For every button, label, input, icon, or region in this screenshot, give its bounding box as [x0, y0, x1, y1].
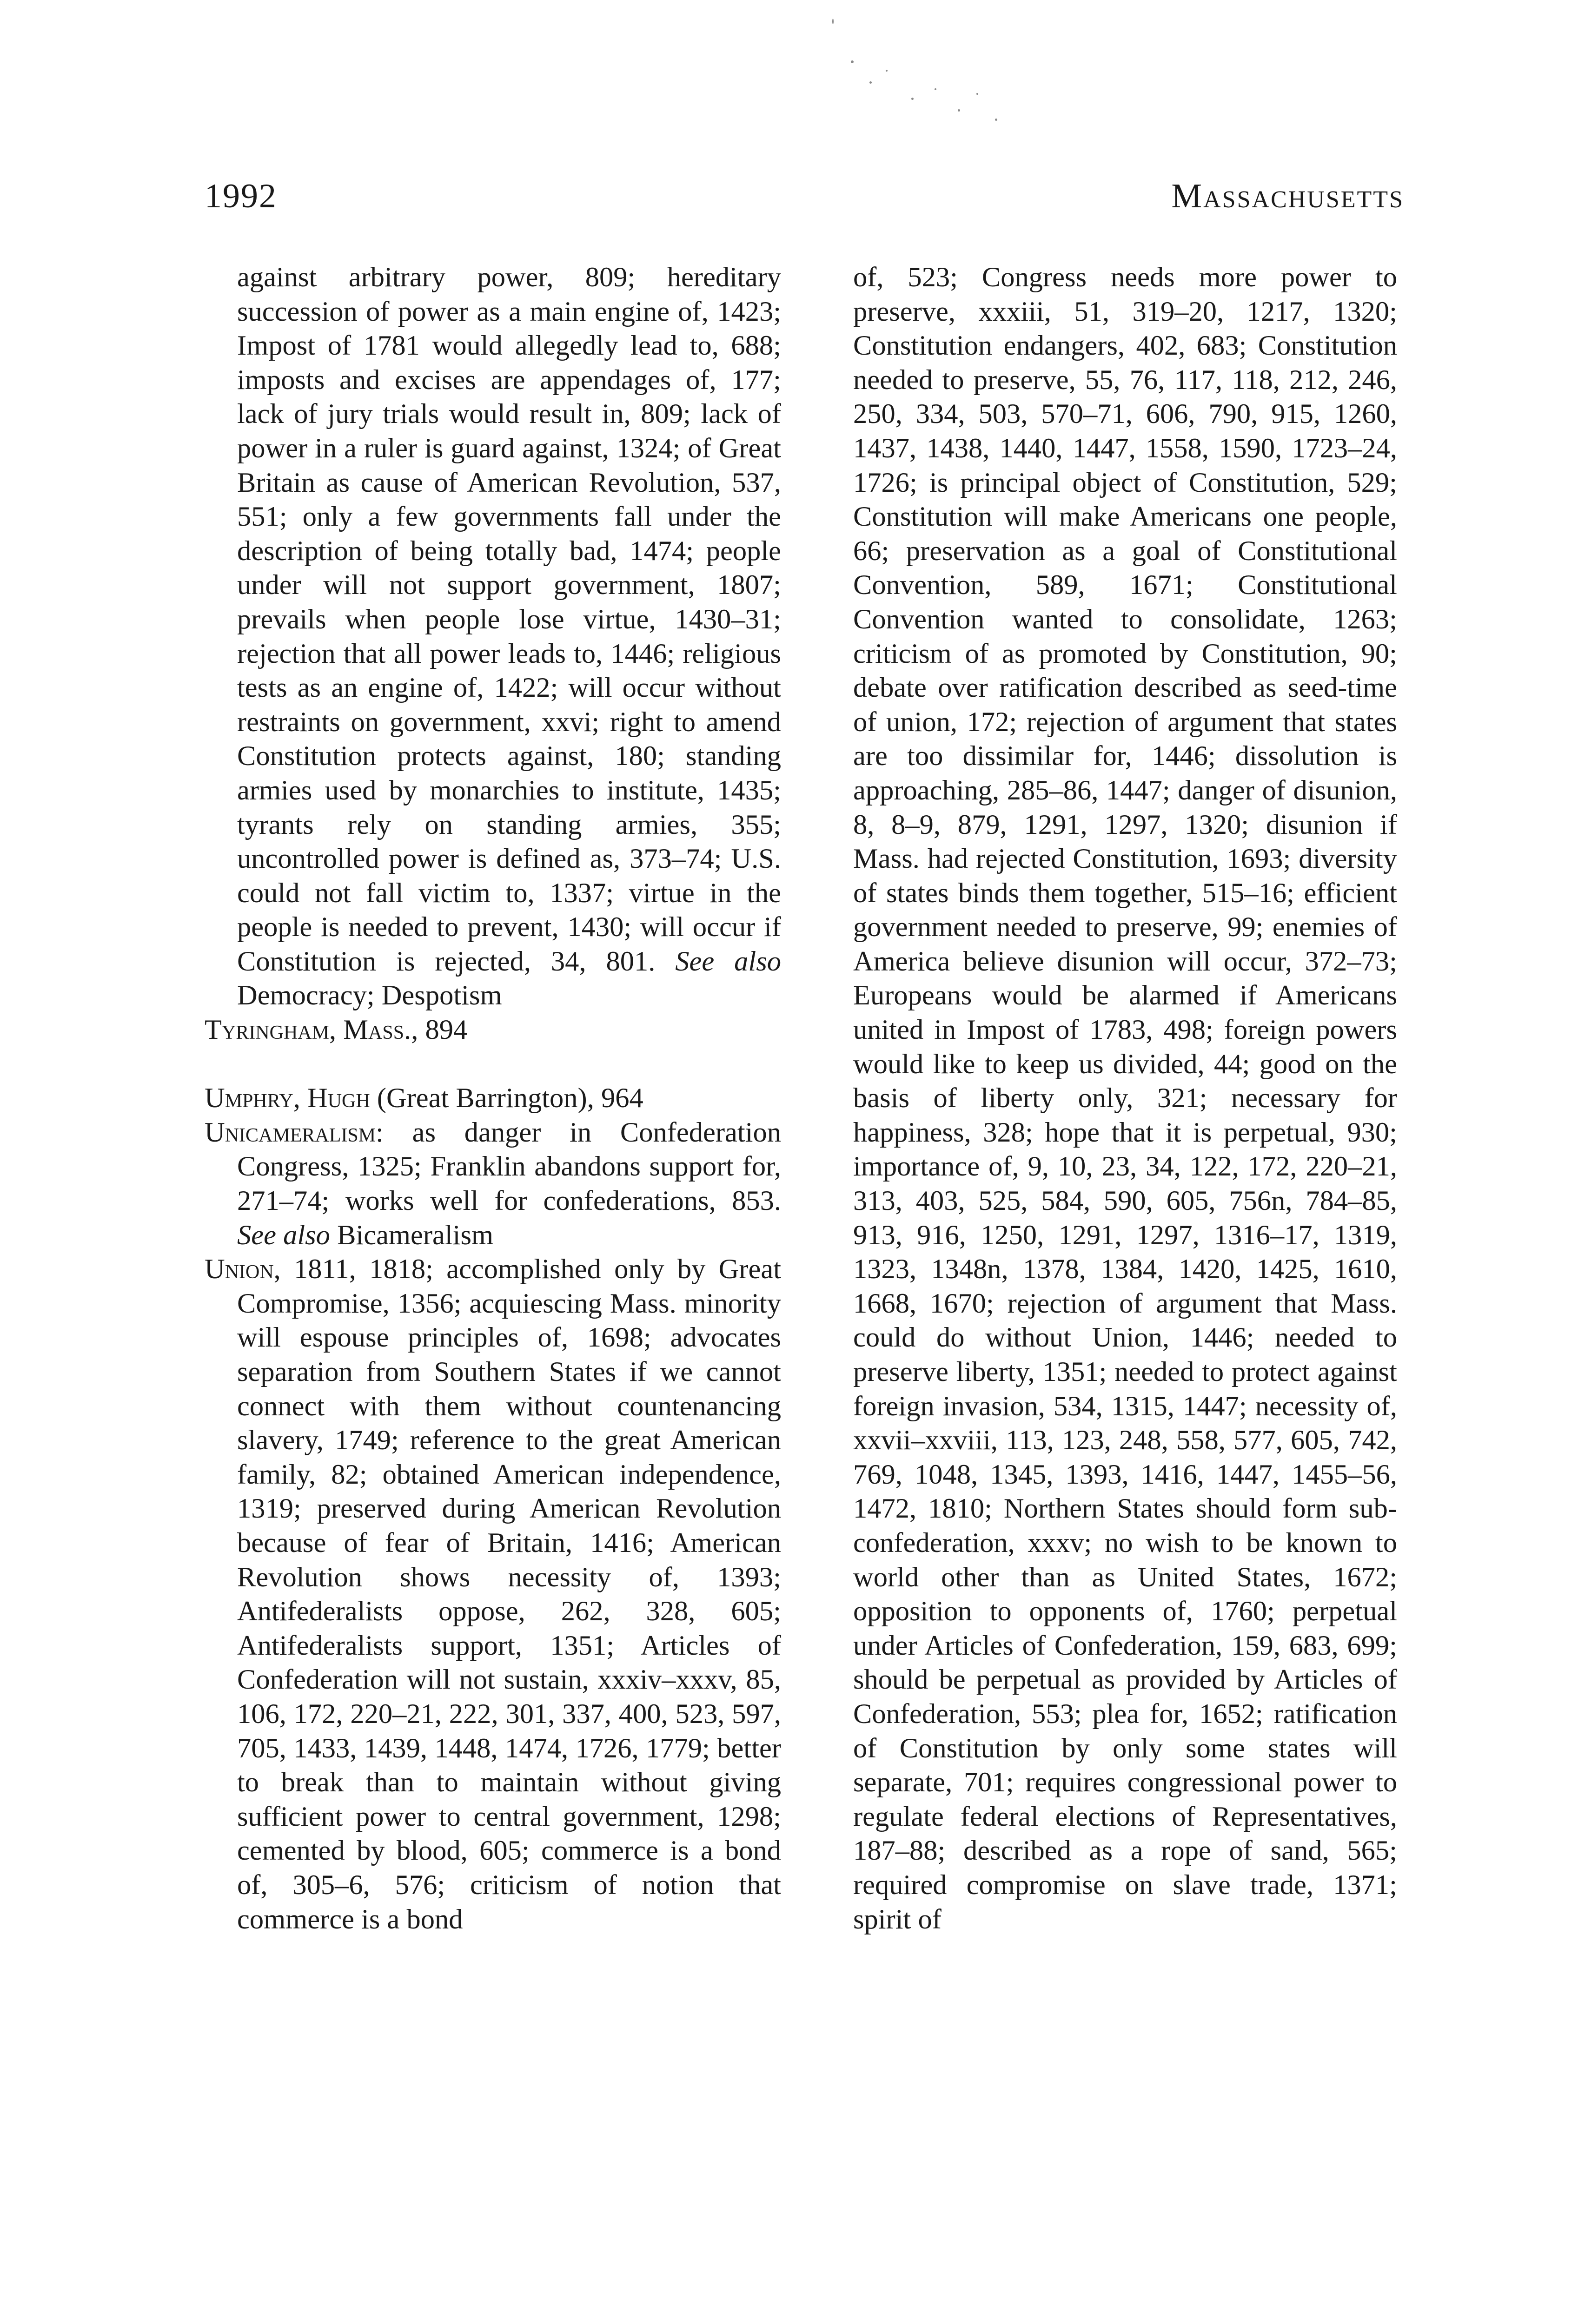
index-entry — [205, 1116, 781, 1252]
scan-speck — [851, 60, 854, 63]
entry-heading: Union — [205, 1254, 274, 1285]
entry-text: , 894 — [411, 1014, 468, 1046]
entry-heading: Unicameralism — [205, 1116, 376, 1148]
see-also-text: Democracy; Despotism — [237, 980, 502, 1011]
scan-speck — [935, 88, 936, 90]
index-entry — [205, 1013, 781, 1047]
scan-speck — [958, 109, 960, 112]
entry-text: against arbitrary power, 809; hereditary succession of power as a main engine of, 1423; Impost of 1781 would allegedly lead to, 688; imposts and excises are appendages of, 177; lack of jury trials would result in, 809; lack of power in a ruler is guard against, 1324; of Great Britain as cause of American Revolution, 537, 551; only a few governments fall under the description of being totally bad, 1474; people under will not support government, 1807; prevails when people lose virtue, 1430–31; rejection that all power leads to, 1446; religious tests as an engine of, 1422; will occur without restraints on government, xxvi; right to amend Constitution protects against, 180; standing armies used by monarchies to institute, 1435; tyrants rely on standing armies, 355; uncontrolled power is defined as, 373–74; U.S. could not fall victim to, 1337; virtue in the people is needed to prevent, 1430; will occur if Constitution is rejected, 34, 801. — [237, 262, 781, 977]
scan-speck — [911, 98, 914, 100]
entry-heading: Tyringham, Mass. — [205, 1014, 411, 1046]
scan-speck — [995, 119, 997, 121]
entry-text: , 1811, 1818; accomplished only by Great Compromise, 1356; acquiescing Mass. minority will espouse principles of, 1698; advocates separation from Southern States if we cannot connect with them without countenancing slavery, 1749; reference to the great American family, 82; obtained American independence, 1319; preserved during American Revolution because of fear of Britain, 1416; American Revolution shows necessity of, 1393; Antifederalists oppose, 262, 328, 605; Antifederalists support, 1351; Articles of Confederation will not sustain, xxxiv–xxxv, 85, 106, 172, 220–21, 222, 301, 337, 400, 523, 597, 705, 1433, 1439, 1448, 1474, 1726, 1779; better to break than to maintain without giving sufficient power to central government, 1298; cemented by blood, 605; commerce is a bond of, 305–6, 576; criticism of notion that commerce is a bond — [237, 1254, 781, 1935]
entry-text: (Great Barrington), 964 — [370, 1083, 643, 1114]
left-column — [205, 260, 781, 1936]
page-number: 1992 — [205, 177, 277, 215]
scan-speck — [869, 81, 872, 84]
see-also-label: See also — [237, 1219, 330, 1251]
index-entry-continuation — [821, 260, 1397, 1936]
index-entry — [205, 1252, 781, 1936]
index-entry-continuation — [205, 260, 781, 1013]
scan-speck — [886, 70, 888, 72]
see-also-text: Bicameralism — [337, 1219, 494, 1251]
entry-heading: Umphry, Hugh — [205, 1083, 370, 1114]
index-entry — [205, 1081, 781, 1116]
page-header — [205, 177, 1404, 228]
right-column — [821, 260, 1397, 1936]
entry-text: : as danger in Confederation Congress, 1325; Franklin abandons support for, 271–74; works well for confederations, 853. — [237, 1116, 781, 1217]
running-head: Massachusetts — [1171, 177, 1404, 215]
entry-text: of, 523; Congress needs more power to preserve, xxxiii, 51, 319–20, 1217, 1320; Constitution endangers, 402, 683; Constitution needed to preserve, 55, 76, 117, 118, 212, 246, 250, 334, 503, 570–71, 606, 790, 915, 1260, 1437, 1438, 1440, 1447, 1558, 1590, 1723–24, 1726; is principal object of Constitution, 529; Constitution will make Americans one people, 66; preservation as a goal of Constitutional Convention, 589, 1671; Constitutional Convention wanted to consolidate, 1263; criticism of as promoted by Constitution, 90; debate over ratification described as seed-time of union, 172; rejection of argument that states are too dissimilar for, 1446; dissolution is approaching, 285–86, 1447; danger of disunion, 8, 8–9, 879, 1291, 1297, 1320; disunion if Mass. had rejected Constitution, 1693; diversity of states binds them together, 515–16; efficient government needed to preserve, 99; enemies of America believe disunion will occur, 372–73; Europeans would be alarmed if Americans united in Impost of 1783, 498; foreign powers would like to keep us divided, 44; good on the basis of liberty only, 321; necessary for happiness, 328; hope that it is perpetual, 930; importance of, 9, 10, 23, 34, 122, 172, 220–21, 313, 403, 525, 584, 590, 605, 756n, 784–85, 913, 916, 1250, 1291, 1297, 1316–17, 1319, 1323, 1348n, 1378, 1384, 1420, 1425, 1610, 1668, 1670; rejection of argument that Mass. could do without Union, 1446; needed to preserve liberty, 1351; needed to protect against foreign invasion, 534, 1315, 1447; necessity of, xxvii–xxviii, 113, 123, 248, 558, 577, 605, 742, 769, 1048, 1345, 1393, 1416, 1447, 1455–56, 1472, 1810; Northern States should form sub-confederation, xxxv; no wish to be known to world other than as United States, 1672; opposition to opponents of, 1760; perpetual under Articles of Confederation, 159, 683, 699; should be perpetual as provided by Articles of Confederation, 553; plea for, 1652; ratification of Constitution by only some states will separate, 701; requires congressional power to regulate federal elections of Representatives, 187–88; described as a rope of sand, 565; required compromise on slave trade, 1371; spirit of — [853, 262, 1397, 1935]
scan-speck — [976, 93, 978, 95]
scan-speck — [832, 19, 834, 24]
see-also-label: See also — [675, 945, 782, 977]
